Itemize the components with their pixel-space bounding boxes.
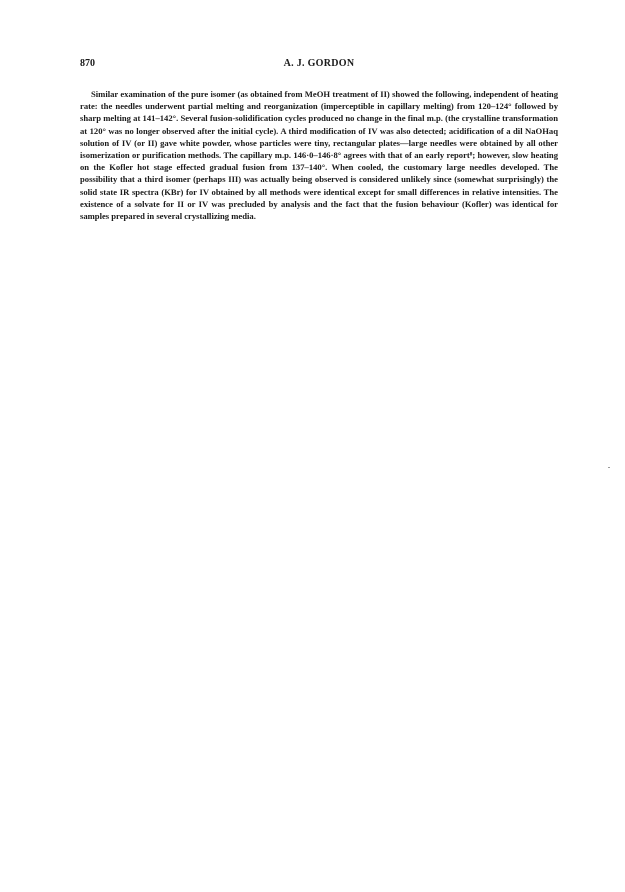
margin-mark — [608, 467, 610, 468]
author-name: A. J. GORDON — [283, 58, 355, 69]
running-header — [80, 58, 558, 72]
page-number: 870 — [80, 58, 95, 69]
body-paragraph: Similar examination of the pure isomer (as obtained from MeOH treatment of II) showed the following, independent of heating rate: the needles underwent partial melting and reorganization (imperceptible in capillary melting) from 120–124° followed by sharp melting at 141–142°. Several fusion-solidification cycles produced no change in the final m.p. (the crystalline transformation at 120° was no longer observed after the initial cycle). A third modification of IV was also detected; acidification of a dil NaOHaq solution of IV (or II) gave white powder, whose particles were tiny, rectangular plates—large needles were obtained by all other isomerization or purification methods. The capillary m.p. 146·0–146·8° agrees with that of an early report⁸; however, slow heating on the Kofler hot stage effected gradual fusion from 137–140°. When cooled, the customary large needles developed. The possibility that a third isomer (perhaps III) was actually being observed is considered unlikely since (somewhat surprisingly) the solid state IR spectra (KBr) for IV obtained by all methods were identical except for small differences in relative intensities. The existence of a solvate for II or IV was precluded by analysis and the fact that the fusion behaviour (Kofler) was identical for samples prepared in several crystallizing media. — [80, 89, 558, 222]
